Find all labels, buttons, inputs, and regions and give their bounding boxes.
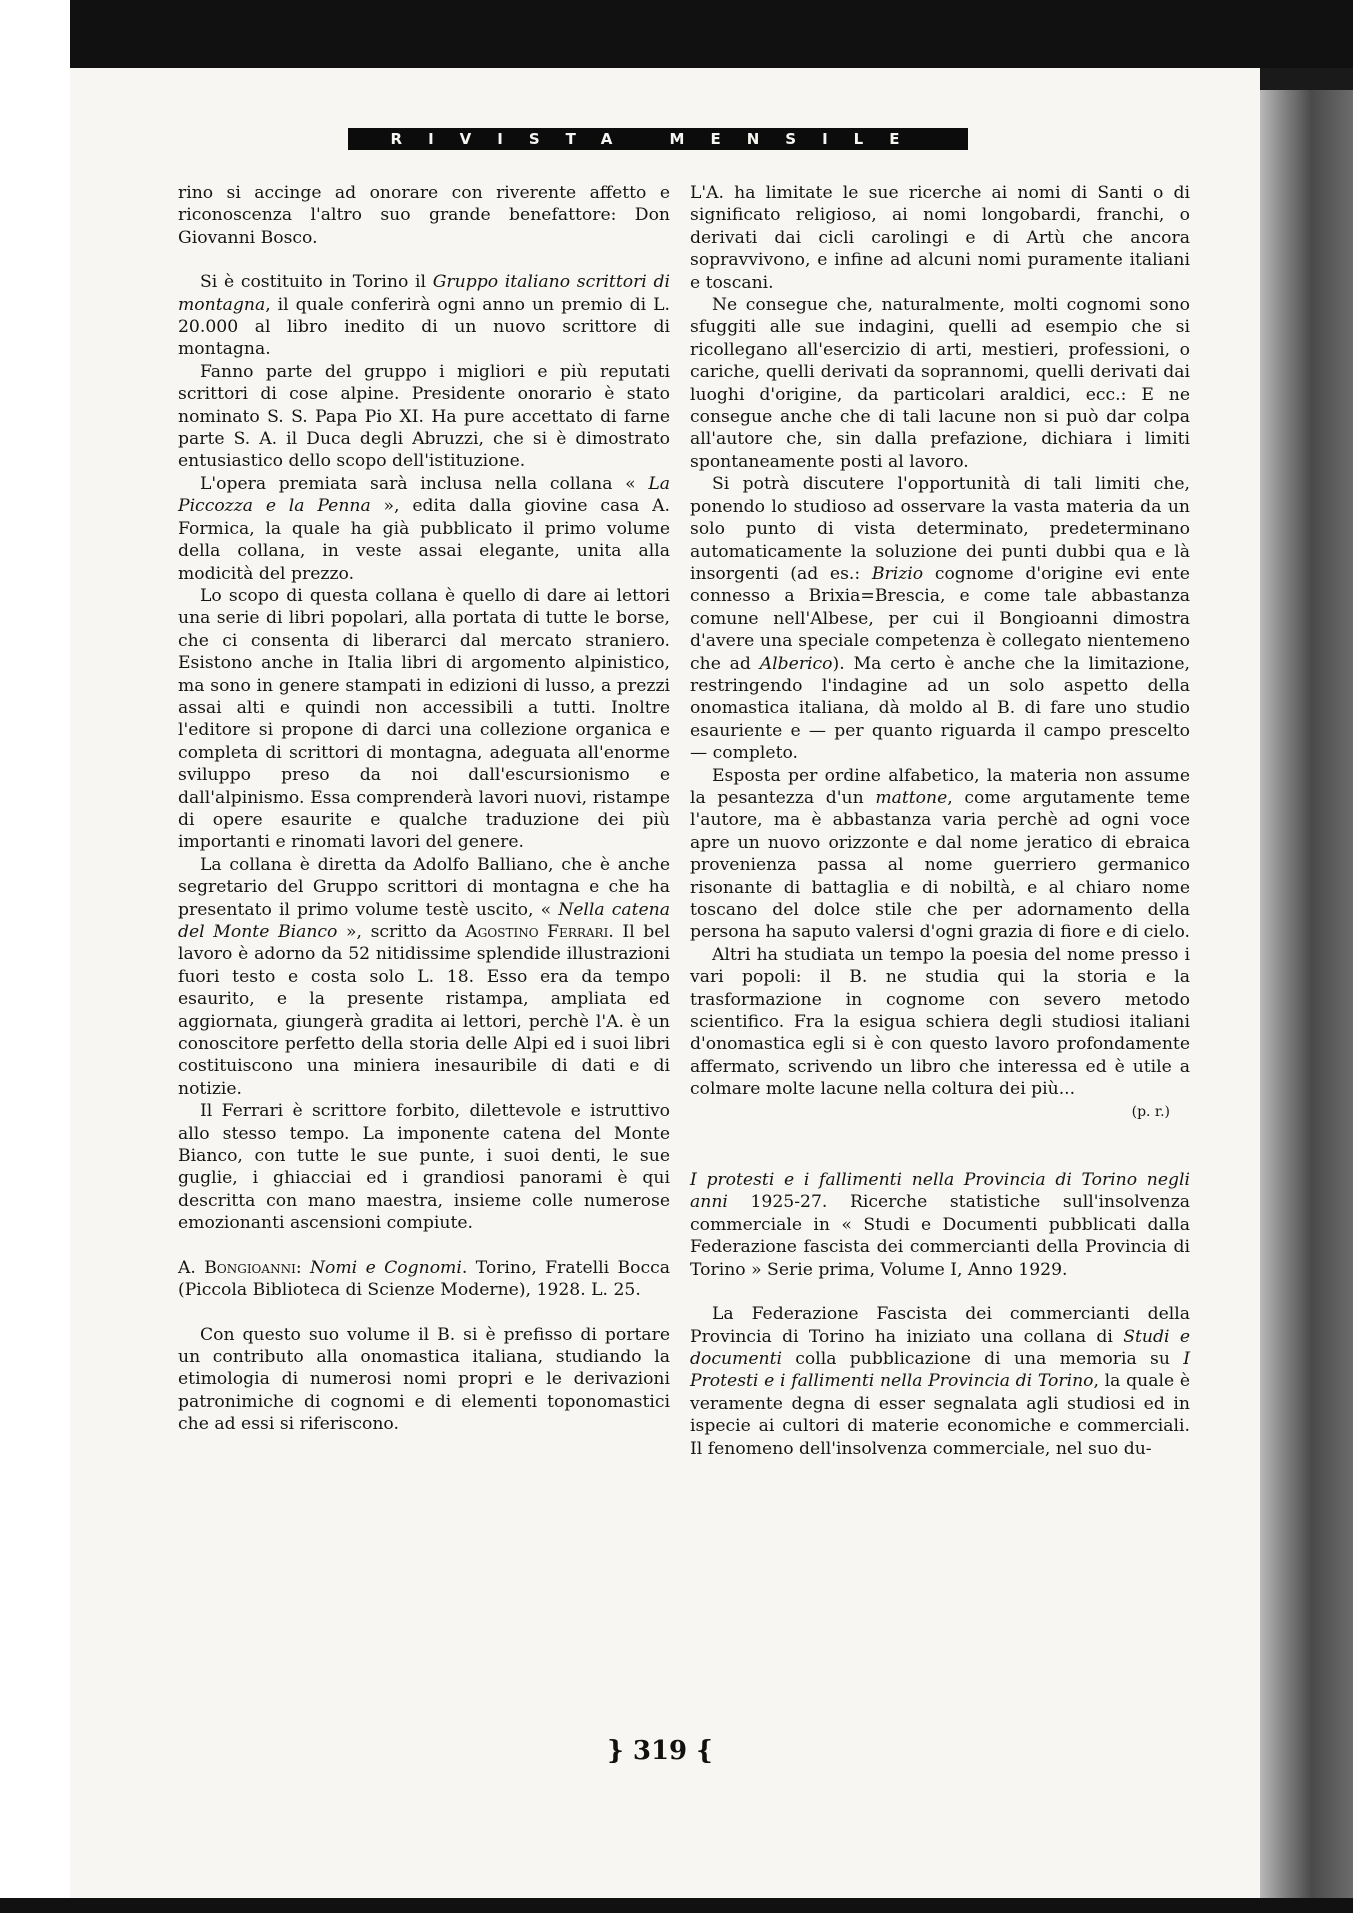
paragraph: L'A. ha limitate le sue ricerche ai nomi di Santi o di significato religioso, ai nomi longobardi, franchi, o derivati dai cicli carolingi e di Artù che ancora sopravvivono, e infine ad alcuni nomi puramente italiani e toscani.: [690, 183, 1190, 293]
paragraph: La Federazione Fascista dei commercianti della Provincia di Torino ha iniziato una collana di Studi e documenti colla pubblicazione di una memoria su I Protesti e i fallimenti nella Provincia di Torino, la quale è veramente degna di esser segnalata agli studiosi ed in ispecie ai cultori di materie economiche e commerciali. Il fenomeno dell'insolvenza commerciale, nel suo du-: [690, 1304, 1191, 1459]
scan-margin-left: [0, 0, 70, 1913]
paragraph: Altri ha studiata un tempo la poesia del nome presso i vari popoli: il B. ne studia qui la storia e la trasformazione in cognome con severo metodo scientifico. Fra la esigua schiera degli studiosi italiani d'onomastica egli si è con questo lavoro profondamente affermato, scrivendo un libro che interessa ed è utile a colmare molte lacune nella coltura dei più...: [690, 944, 1190, 1100]
paragraph: Il Ferrari è scrittore forbito, dilettevole e istruttivo allo stesso tempo. La imponente catena del Monte Bianco, con tutte le sue punte, i suoi denti, le sue guglie, i ghiacciai ed i grandiosi panorami è qui descritta con mano maestra, insieme colle numerose emozionanti ascensioni compiute.: [178, 1101, 670, 1234]
paragraph: Ne consegue che, naturalmente, molti cognomi sono sfuggiti alle sue indagini, quelli ad esempio che si ricollegano all'esercizio di arti, mestieri, professioni, o cariche, quelli derivati da soprannomi, quelli derivati dai luoghi d'origine, da particolari araldici, ecc.: E ne consegue anche che di tali lacune non si può dar colpa all'autore che, sin dalla prefazione, dichiara i limiti spontaneamente posti al lavoro.: [690, 295, 1190, 472]
left-column: [178, 182, 670, 1436]
review-signature: (p. r.): [1131, 1103, 1170, 1120]
paragraph: L'opera premiata sarà inclusa nella collana « La Piccozza e la Penna », edita dalla giovine casa A. Formica, la quale ha già pubblicato il primo volume della collana, in veste assai elegante, unita alla modicità del prezzo.: [178, 473, 670, 584]
right-column: [690, 182, 1190, 1460]
scan-border-top: [60, 0, 1353, 68]
paragraph: Si è costituito in Torino il Gruppo italiano scrittori di montagna, il quale conferirà ogni anno un premio di L. 20.000 al libro inedito di un nuovo scrittore di montagna.: [178, 272, 670, 360]
running-header: RIVISTA MENSILE: [348, 128, 968, 150]
book-review-heading: I protesti e i fallimenti nella Provincia di Torino negli anni 1925-27. Ricerche statistiche sull'insolvenza commerciale in « Studi e Documenti pubblicati dalla Federazione fascista dei commercianti della Provincia di Torino » Serie prima, Volume I, Anno 1929.: [690, 1170, 1190, 1280]
book-review-heading: A. Bongioanni: Nomi e Cognomi. Torino, Fratelli Bocca (Piccola Biblioteca di Scienze Moderne), 1928. L. 25.: [178, 1257, 670, 1301]
page-edge-shadow: [1250, 90, 1353, 1913]
paragraph: rino si accinge ad onorare con riverente affetto e riconoscenza l'altro suo grande benefattore: Don Giovanni Bosco.: [178, 183, 670, 248]
paragraph: Si potrà discutere l'opportunità di tali limiti che, ponendo lo studioso ad osservare la vasta materia da un solo punto di vista determinato, predeterminano automaticamente la soluzione dei punti dubbi qua e là insorgenti (ad es.: Brizio cognome d'origine evi ente connesso a Brixia=Brescia, e come tale abbastanza comune nell'Albese, per cui il Bongioanni dimostra d'avere una speciale competenza è collegato nientemeno che ad Alberico). Ma certo è anche che la limitazione, restringendo l'indagine ad un solo aspetto della onomastica italiana, dà moldo al B. di fare uno studio esauriente e — per quanto riguarda il campo prescelto — completo.: [690, 474, 1191, 764]
paragraph: La collana è diretta da Adolfo Balliano, che è anche segretario del Gruppo scrittori di montagna e che ha presentato il primo volume testè uscito, « Nella catena del Monte Bianco », scritto da Agostino Ferrari. Il bel lavoro è adorno da 52 nitidissime splendide illustrazioni fuori testo e costa solo L. 18. Esso era da tempo esaurito, e la presente ristampa, ampliata ed aggiornata, giungerà gradita ai lettori, perchè l'A. è un conoscitore perfetto della storia delle Alpi ed i suoi libri costituiscono una miniera inesauribile di dati e di notizie.: [178, 854, 670, 1099]
paragraph: Con questo suo volume il B. si è prefisso di portare un contributo alla onomastica italiana, studiando la etimologia di numerosi nomi propri e le derivazioni patronimiche di cognomi e di elementi toponomastici che ad essi si riferiscono.: [178, 1324, 670, 1435]
page-number: } 319 {: [607, 1736, 713, 1766]
paragraph: Fanno parte del gruppo i migliori e più reputati scrittori di cose alpine. Presidente onorario è stato nominato S. S. Papa Pio XI. Ha pure accettato di farne parte S. A. il Duca degli Abruzzi, che si è dimostrato entusiastico dello scopo dell'istituzione.: [178, 361, 670, 472]
scan-border-bottom: [0, 1898, 1353, 1913]
paragraph: Esposta per ordine alfabetico, la materia non assume la pesantezza d'un mattone, come argutamente teme l'autore, ma è abbastanza varia perchè ad ogni voce apre un nuovo orizzonte e dal nome jeratico di ebraica provenienza passa al nome guerriero germanico risonante di battaglia e di nobiltà, e al chiaro nome toscano del dolce stile che per adornamento della persona ha saputo valersi d'ogni grazia di fiore e di cielo.: [690, 765, 1191, 943]
paragraph: Lo scopo di questa collana è quello di dare ai lettori una serie di libri popolari, alla portata di tutte le borse, che ci consenta di liberarci dal mercato straniero. Esistono anche in Italia libri di argomento alpinistico, ma sono in genere stampati in edizioni di lusso, a prezzi assai alti e quindi non accessibili a tutti. Inoltre l'editore si propone di darci una collezione organica e completa di scrittori di montagna, adeguata all'enorme sviluppo preso da noi dall'escursionismo e dall'alpinismo. Essa comprenderà lavori nuovi, ristampe di opere esaurite e qualche traduzione dei più importanti e rinomati lavori del genere.: [178, 585, 670, 853]
